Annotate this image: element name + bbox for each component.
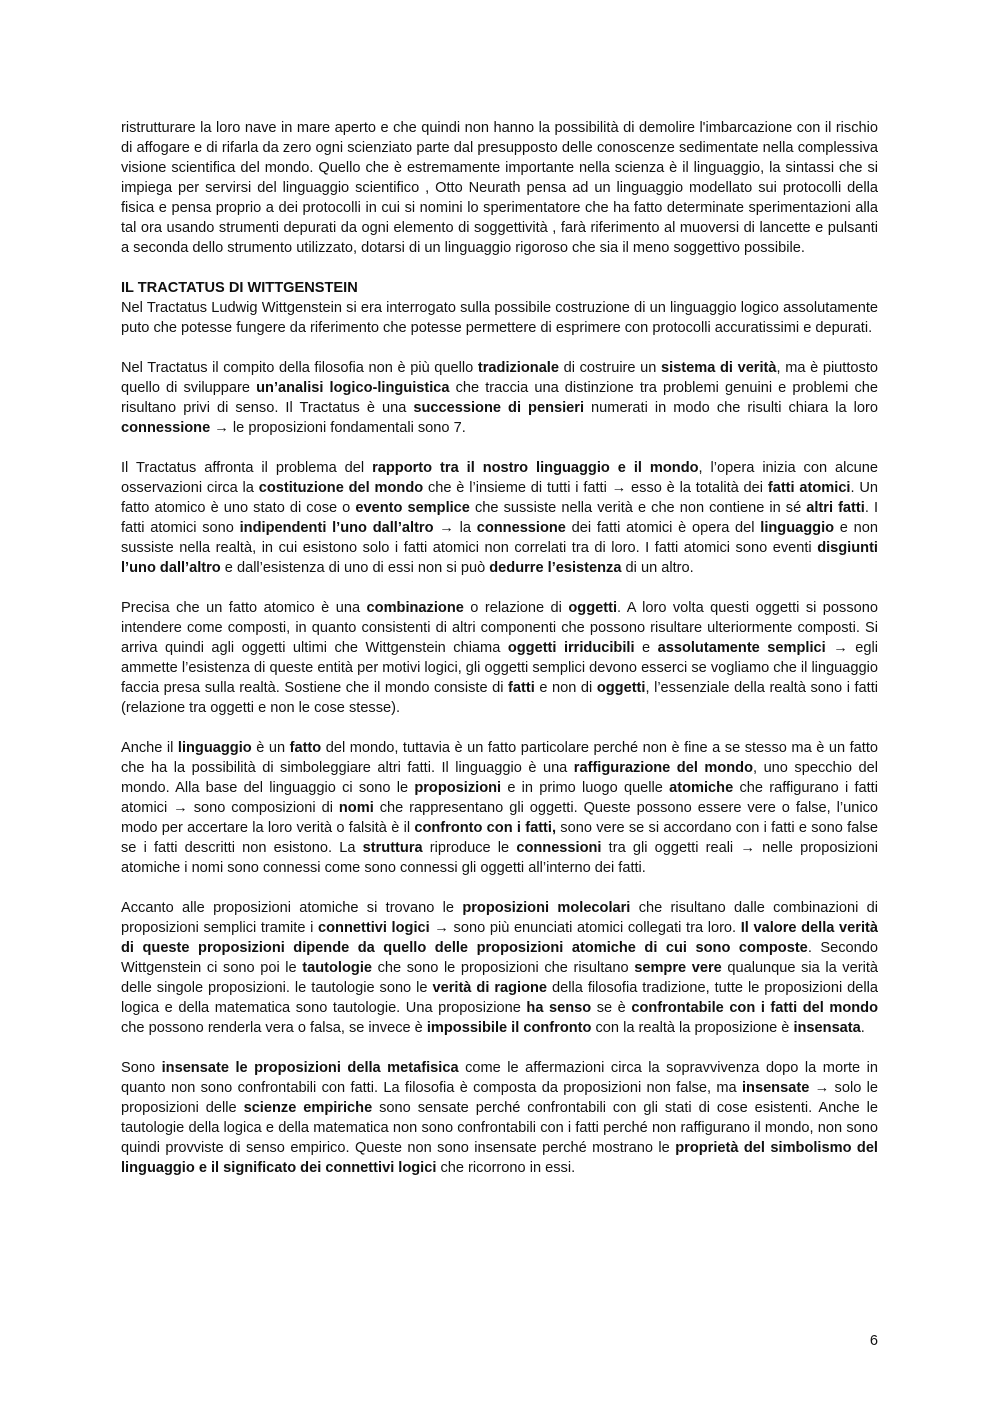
bold-text: connessione [476, 520, 566, 536]
bold-text: disgiunti l’uno dall’altro [121, 540, 878, 576]
text-run: che ricorrono in essi. [436, 1160, 576, 1176]
text-run: che possono renderla vera o falsa, se invece è [121, 1020, 427, 1036]
paragraph [121, 278, 878, 338]
text-run: di un altro. [621, 560, 694, 576]
text-run: → egli ammette l’esistenza di queste entità per motivi logici, gli oggetti semplici devono esserci se vogliamo che il linguaggio faccia presa sulla realtà. Sostiene che il mondo consiste di [121, 640, 878, 696]
text-run: Nel Tractatus il compito della filosofia non è più quello [121, 360, 478, 376]
bold-text: tradizionale [477, 360, 559, 376]
bold-text: proposizioni molecolari [462, 900, 631, 916]
text-run: e dall’esistenza di uno di essi non si può [220, 560, 490, 576]
text-run: . A loro volta questi oggetti si possono intendere come composti, in quanto consistenti di altri componenti che possono risultare ulteriormente composti. Si arriva quindi agli oggetti ultimi che Wittgenstein chiama [121, 600, 878, 656]
text-run: Precisa che un fatto atomico è una [121, 600, 367, 616]
paragraph [121, 458, 878, 578]
bold-text: connessione [121, 420, 211, 436]
text-run: Anche il [121, 740, 178, 756]
bold-text: rapporto tra il nostro linguaggio e il mondo [372, 460, 699, 476]
text-run: che rappresentano gli oggetti. Queste possono essere vere o false, l’unico modo per accertare la loro verità o falsità è il [121, 800, 879, 836]
text-run: Il Tractatus affronta il problema del [121, 460, 373, 476]
bold-text: oggetti irriducibili [507, 640, 635, 656]
text-run: di costruire un [558, 360, 662, 376]
text-run: Sono [121, 1060, 162, 1076]
bold-text: oggetti [596, 680, 646, 696]
bold-text: oggetti [568, 600, 618, 616]
page-number: 6 [869, 1333, 878, 1349]
bold-text: evento semplice [355, 500, 470, 516]
text-run: del mondo, tuttavia è un fatto particolare perché non è fine a se stesso ma è un fatto che ha la possibilità di simboleggiare altri fatti. Il linguaggio è una [121, 740, 878, 776]
text-run: della filosofia tradizione, tutte le proposizioni della logica e della matematica sono tautologie. Una proposizione [121, 980, 878, 1016]
text-run: sono sensate perché confrontabili con gli stati di cose esistenti. Anche le tautologie della logica e della matematica non sono confrontabili con i fatti perché non raffigurano il mondo, non sono quindi provviste di senso empirico. Queste non sono insensate perché mostrano le [121, 1100, 878, 1156]
bold-text: indipendenti l’uno dall’altro [239, 520, 434, 536]
paragraph [121, 598, 878, 718]
text-run: ristrutturare la loro nave in mare aperto e che quindi non hanno la possibilità di demolire l'imbarcazione con il rischio di affogare e di rifarla da zero ogni scienziato parte dal presupposto delle conoscenze sedimentate nella complessiva visione scientifica del mondo. Quello che è estremamente importante nella scienza è il linguaggio, la sintassi che si impiega per servirsi del linguaggio scientifico , Otto Neurath pensa ad un linguaggio modellato sui protocolli della fisica e pensa proprio a dei protocolli in cui si nomini lo sperimentatore che ha fatto determinate sperimentazioni alla tal ora usando strumenti depurati da ogni elemento di soggettività , farà riferimento al muoversi di lancette e pulsanti a seconda dello strumento utilizzato, dotarsi di un linguaggio rigoroso che sia il meno soggettivo possibile. [121, 120, 878, 256]
paragraph [121, 358, 878, 438]
bold-text: raffigurazione del mondo [573, 760, 754, 776]
paragraph [121, 1058, 878, 1178]
text-run: . Secondo Wittgenstein ci sono poi le [121, 940, 878, 976]
text-run: che raffigurano i fatti atomici → sono composizioni di [121, 780, 878, 816]
document-body [121, 118, 878, 1198]
section-heading: IL TRACTATUS DI WITTGENSTEIN [121, 280, 358, 296]
bold-text: linguaggio [760, 520, 835, 536]
bold-text: proposizioni [414, 780, 502, 796]
text-run: che traccia una distinzione tra problemi genuini e problemi che risultano privi di senso. Il Tractatus è una [121, 380, 878, 416]
text-run: , l’essenziale della realtà sono i fatti (relazione tra oggetti e non le cose stesse). [121, 680, 879, 716]
text-run: Nel Tractatus Ludwig Wittgenstein si era interrogato sulla possibile costruzione di un linguaggio logico assolutamente puto che potesse fungere da riferimento che potesse permettere di esprimere con protocolli accuratissimi e depurati. [121, 300, 878, 336]
text-run: che sussiste nella verità e che non contiene in sé [469, 500, 807, 516]
bold-text: verità di ragione [432, 980, 548, 996]
text-run: sono vere se si accordano con i fatti e sono false se i fatti descritti non esistono. La [121, 820, 878, 856]
text-run: riproduce le [422, 840, 517, 856]
bold-text: nomi [338, 800, 374, 816]
text-run: che sono le proposizioni che risultano [372, 960, 635, 976]
text-run: numerati in modo che risulti chiara la loro [584, 400, 878, 416]
text-run: . [860, 1020, 865, 1036]
text-run: se è [591, 1000, 632, 1016]
text-run: , l’opera inizia con alcune osservazioni circa la [121, 460, 879, 496]
bold-text: Il valore della verità di queste proposizioni dipende da quello delle proposizioni atomiche di cui sono composte [121, 920, 878, 956]
text-run: → solo le proposizioni delle [121, 1080, 879, 1116]
bold-text: sempre vere [634, 960, 722, 976]
text-run: come le affermazioni circa la sopravvivenza dopo la morte in quanto non sono confrontabili con fatti. La filosofia è composta da proposizioni non false, ma [121, 1060, 878, 1096]
text-run: . I fatti atomici sono [121, 500, 878, 536]
paragraph [121, 898, 878, 1038]
text-run: . Un fatto atomico è uno stato di cose o [121, 480, 879, 516]
text-run: con la realtà la proposizione è [591, 1020, 794, 1036]
bold-text: impossibile il confronto [426, 1020, 592, 1036]
bold-text: ha senso [526, 1000, 592, 1016]
bold-text: un’analisi logico-linguistica [256, 380, 450, 396]
bold-text: fatti [508, 680, 535, 696]
bold-text: successione di pensieri [413, 400, 585, 416]
bold-text: altri fatti [806, 500, 865, 516]
bold-text: fatti atomici [767, 480, 851, 496]
text-run: qualunque sia la verità delle singole proposizioni. le tautologie sono le [121, 960, 878, 996]
paragraph [121, 738, 878, 878]
text-run: e [634, 640, 658, 656]
text-run: che è l’insieme di tutti i fatti → esso è la totalità dei [423, 480, 768, 496]
bold-text: insensate le proposizioni della metafisica [161, 1060, 459, 1076]
text-run: tra gli oggetti reali → nelle proposizioni atomiche i nomi sono connessi come sono connessi gli oggetti all’interno dei fatti. [121, 840, 878, 876]
bold-text: sistema di verità [661, 360, 777, 376]
bold-text: connessioni [516, 840, 602, 856]
text-run: → le proposizioni fondamentali sono 7. [210, 420, 466, 436]
bold-text: linguaggio [177, 740, 252, 756]
bold-text: proprietà del simbolismo del linguaggio e il significato dei connettivi logici [121, 1140, 878, 1176]
bold-text: confrontabile con i fatti del mondo [631, 1000, 878, 1016]
text-run: , uno specchio del mondo. Alla base del linguaggio ci sono le [121, 760, 878, 796]
bold-text: assolutamente semplici [657, 640, 826, 656]
paragraph [121, 118, 878, 258]
bold-text: struttura [362, 840, 423, 856]
bold-text: confronto con i fatti, [414, 820, 557, 836]
bold-text: tautologie [302, 960, 372, 976]
bold-text: connettivi logici [318, 920, 430, 936]
bold-text: scienze empiriche [243, 1100, 373, 1116]
text-run: e non di [534, 680, 597, 696]
bold-text: combinazione [366, 600, 464, 616]
text-run: che risultano dalle combinazioni di proposizioni semplici tramite i [121, 900, 878, 936]
bold-text: insensate [741, 1080, 810, 1096]
bold-text: atomiche [669, 780, 734, 796]
bold-text: costituzione del mondo [258, 480, 424, 496]
text-run: e non sussiste nella realtà, in cui esistono solo i fatti atomici non correlati tra di loro. I fatti atomici sono eventi [121, 520, 878, 556]
bold-text: fatto [289, 740, 322, 756]
text-run: o relazione di [463, 600, 569, 616]
text-run: , ma è piuttosto quello di sviluppare [121, 360, 878, 396]
text-run: → sono più enunciati atomici collegati tra loro. [429, 920, 741, 936]
bold-text: dedurre l’esistenza [489, 560, 622, 576]
text-run: Accanto alle proposizioni atomiche si trovano le [121, 900, 463, 916]
text-run: è un [251, 740, 290, 756]
text-run: dei fatti atomici è opera del [565, 520, 761, 536]
text-run: e in primo luogo quelle [501, 780, 670, 796]
bold-text: insensata [793, 1020, 861, 1036]
text-run: → la [433, 520, 477, 536]
